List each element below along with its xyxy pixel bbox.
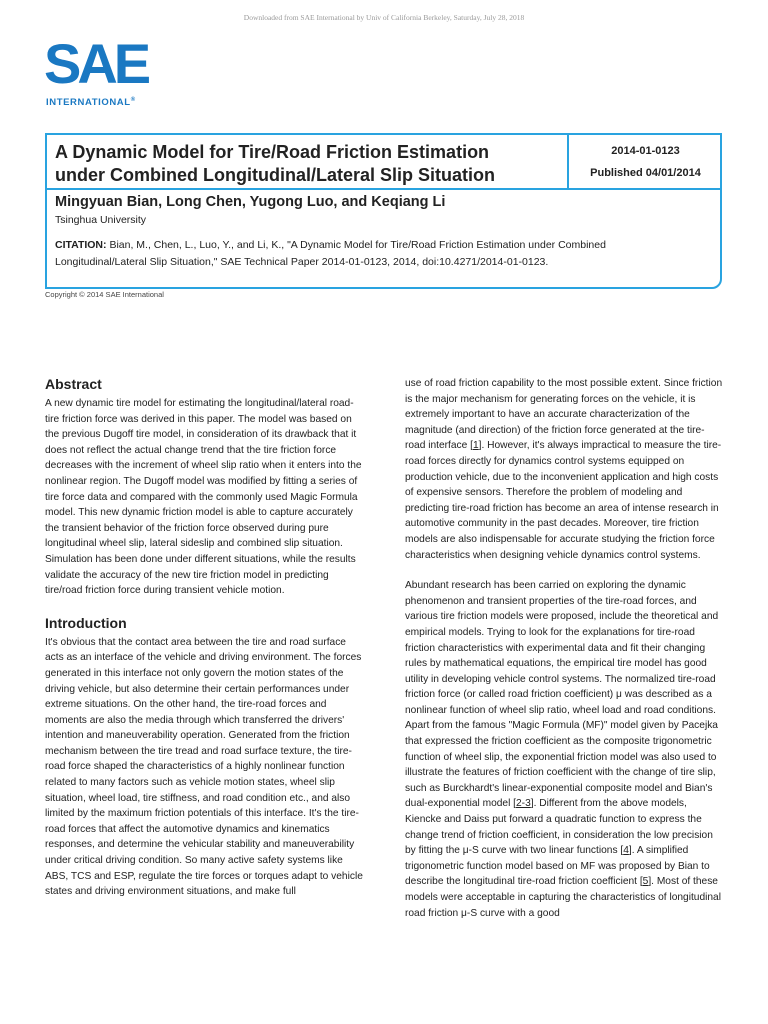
reference-link[interactable]: 2-3 (516, 798, 531, 810)
reference-link[interactable]: 4 (623, 845, 629, 857)
copyright-notice: Copyright © 2014 SAE International (45, 290, 164, 299)
authors: Mingyuan Bian, Long Chen, Yugong Luo, and Keqiang Li (55, 194, 446, 210)
paper-number: 2014-01-0123 (611, 145, 680, 157)
header-divider (47, 188, 720, 190)
header-divider-vertical (567, 135, 569, 188)
download-note: Downloaded from SAE International by Univ of California Berkeley, Saturday, July 28, 2018 (243, 13, 525, 22)
citation: CITATION: Bian, M., Chen, L., Luo, Y., and Li, K., "A Dynamic Model for Tire/Road Friction Estimation under Combined Longitudinal/Lateral Slip Situation," SAE Technical Paper 2014-01-0123, 2014, doi:10.4271/2014-01-0123. (55, 239, 606, 268)
published-date: Published 04/01/2014 (590, 167, 701, 179)
paper-title: A Dynamic Model for Tire/Road Friction Estimation under Combined Longitudinal/Lateral Slip Situation (55, 142, 495, 185)
intro-paragraph-2: Abundant research has been carried on exploring the dynamic phenomenon and transient properties of the tire-road forces, and various tire friction models were proposed, include the theoretical and empirical models. Trying to look for the explanations for tire-road friction characteristics with experimental data and fit their changing rules by mathematical equations, the empirical tire model has good utility in developing vehicle control systems. The normalized tire-road friction force (or called road friction coefficient) μ was described as a nonlinear function of wheel slip ratio, wheel load and road conditions. Apart from the famous "Magic Formula (MF)" model given by Pacejka that expressed the friction coefficient as the composite trigonometric function of wheel slip, the exponential friction model was also used to illustrate the features of friction coefficient with the change of tire slip, such as Burckhardt's linear-exponential composite model and Bian's dual-exponential model [2-3]. Different from the above models, Kiencke and Daiss put forward a quadratic function to express the change trend of friction coefficient, in consideration the low precision by fitting the μ-S curve with two linear functions [4]. A simplified trigonometric function model based on MF was proposed by Bian to describe the longitudinal tire-road friction coefficient [5]. Most of these models were acceptable in capturing the characteristics of longitudinal road friction μ-S curve with a good (405, 580, 721, 919)
reference-link[interactable]: 5 (642, 876, 649, 888)
introduction-heading: Introduction (45, 614, 127, 631)
paper-header-box (45, 133, 722, 289)
abstract-text: A new dynamic tire model for estimating the longitudinal/lateral road-tire friction force was derived in this paper. The model was based on the previous Dugoff tire model, in consideration of its drawback that it does not reflect the actual change trend that the tire friction force decreases with the increment of wheel slip ratio when it enters into the nonlinear region. The Dugoff model was modified by fitting a series of tire force data and compared with the commonly used Magic Formula model. This new dynamic friction model is able to capture accurately the transient behavior of the friction force observed during pure longitudinal wheel slip, lateral sideslip and combined slip situation. Simulation has been done under different situations, while the results validate the accuracy of the new tire friction model in predicting tire/road friction force during transient vehicle motion. (45, 398, 362, 597)
reference-link[interactable]: 1 (472, 440, 479, 452)
left-column (45, 375, 363, 900)
logo-wordmark: SAE (44, 32, 148, 95)
right-column (405, 376, 723, 921)
affiliation: Tsinghua University (55, 214, 147, 226)
intro-paragraph-continued: use of road friction capability to the most possible extent. Since friction is the major mechanism for generating forces on the vehicle, it is extremely important to have an accurate characterization of the magnitude (and direction) of the friction force generated at the tire-road interface [1]. However, it's always impractical to measure the tire-road forces directly for dynamics control systems equipped on production vehicle, due to the inconvenient application and high costs of expensive sensors. Therefore the problem of modeling and predicting tire-road friction has become an area of intense research in automotive community in the past decades. Moreover, tire friction models are also indispensable for accurate studying the friction force characteristics when designing vehicle dynamics control systems. (405, 378, 723, 561)
sae-logo (44, 32, 148, 112)
introduction-text: It's obvious that the contact area between the tire and road surface acts as an interface of the vehicle and driving environment. The forces generated in this interface not only govern the motion states of the driving vehicle, but also determine their certain performances under extreme situations. On the other hand, the tire-road forces and moments are also the media through which transferred the drivers' intention and maneuverability operation. Generated from the friction mechanism between the tire tread and road surface texture, the tire-road force shaped the characteristics of a highly nonlinear function related to many factors such as vehicle motion states, wheel slip situation, wheel load, tire stiffness, and road condition etc., and also limited by the maximum friction potentials of this interface. It's the tire-road forces that affect the automotive dynamics and kinematics responses, and determine the vehicular stability and maneuverability under critical driving condition. So many active safety systems like ABS, TCS and ESP, regulate the tire forces or torques adapt to vehicle states and driving environment situations, and make full (45, 636, 363, 898)
abstract-heading: Abstract (45, 376, 102, 392)
logo-subtitle: INTERNATIONAL® (46, 97, 136, 108)
